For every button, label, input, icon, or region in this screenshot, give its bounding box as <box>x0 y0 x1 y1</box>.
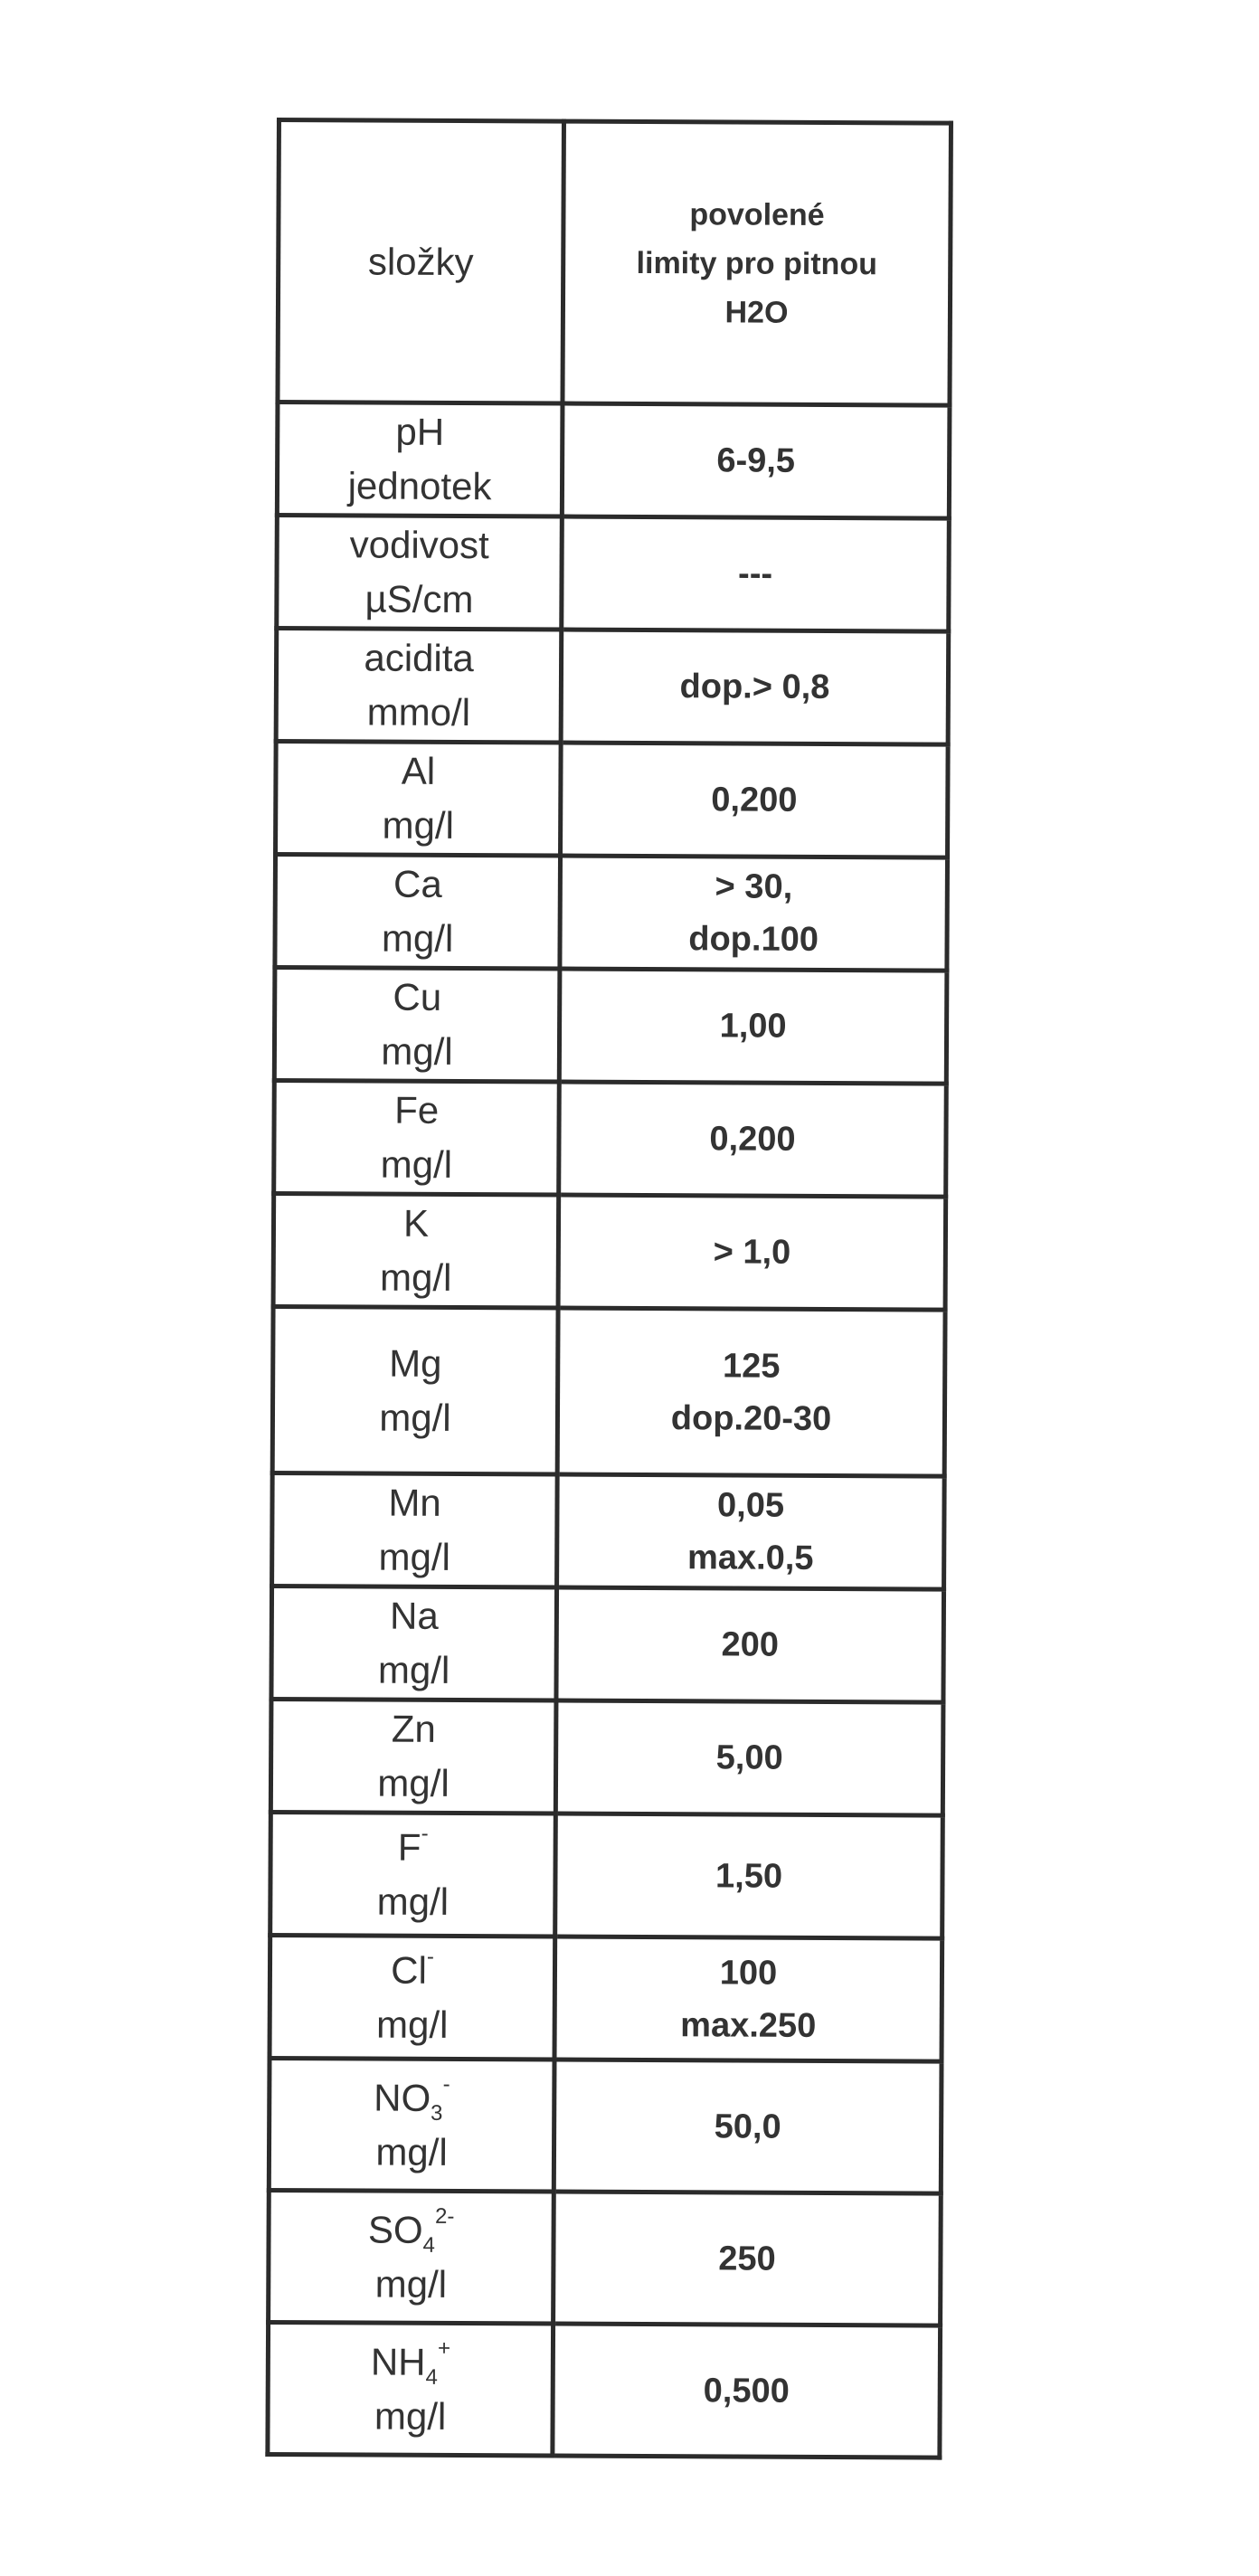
limit-value: --- <box>738 554 773 593</box>
component-name: pH <box>395 410 445 453</box>
component-unit: mg/l <box>380 1142 453 1186</box>
component-cell <box>271 1586 557 1700</box>
component-name: F <box>397 1825 421 1869</box>
component-name: vodivost <box>349 523 489 567</box>
table-row <box>276 742 949 858</box>
ion-charge: 2- <box>435 2203 455 2229</box>
header-components-label: složky <box>367 239 474 283</box>
component-cell <box>273 1193 559 1308</box>
component-unit: mg/l <box>377 1761 450 1804</box>
component-cell <box>272 1306 558 1474</box>
table-row <box>274 1080 947 1197</box>
header-limits-line: limity pro pitnou <box>636 245 878 281</box>
component-cell <box>270 1812 556 1937</box>
component-name: SO <box>367 2208 423 2251</box>
component-unit: mg/l <box>375 2003 449 2046</box>
ion-charge: - <box>421 1821 429 1846</box>
table-row <box>277 402 950 519</box>
limit-cell <box>557 1308 945 1476</box>
limit-value: 1,00 <box>719 1007 787 1046</box>
table-header-row <box>278 120 951 406</box>
component-cell <box>269 2058 554 2192</box>
component-cell <box>276 629 562 743</box>
component-formula <box>270 2334 551 2390</box>
limit-cell <box>559 1082 946 1197</box>
component-formula <box>273 1820 554 1876</box>
component-formula <box>272 1943 553 1999</box>
component-unit: mg/l <box>381 916 454 960</box>
component-unit: mg/l <box>376 1880 450 1923</box>
header-limits-cell <box>563 121 951 405</box>
limit-cell <box>554 2192 942 2325</box>
limit-value: 250 <box>718 2239 776 2278</box>
component-name: NO <box>374 2076 431 2119</box>
limit-cell <box>558 1195 945 1310</box>
component-cell <box>272 1473 558 1587</box>
component-name: Na <box>389 1594 439 1637</box>
component-unit: mg/l <box>375 2130 448 2174</box>
limit-cell <box>561 743 948 857</box>
limit-cell <box>555 1700 942 1815</box>
limit-cell <box>559 969 946 1084</box>
limit-value: > 1,0 <box>713 1233 791 1272</box>
component-name: K <box>402 1201 430 1245</box>
ion-subscript: 4 <box>425 2364 438 2390</box>
limit-cell <box>556 1587 943 1702</box>
limit-value: 6-9,5 <box>716 441 796 480</box>
ion-charge: + <box>437 2335 451 2361</box>
component-cell <box>269 2190 554 2324</box>
component-unit: mmo/l <box>366 690 471 734</box>
component-cell <box>274 968 560 1083</box>
limit-cell <box>561 630 948 744</box>
ion-charge: - <box>442 2071 450 2097</box>
limit-value: 100 <box>719 1953 778 1993</box>
component-cell <box>275 855 561 970</box>
table-row <box>276 629 949 745</box>
component-name: Fe <box>394 1088 440 1132</box>
component-name: Mg <box>389 1341 442 1385</box>
component-name: Mn <box>388 1481 441 1524</box>
component-cell <box>277 402 563 517</box>
limit-value: 0,500 <box>703 2371 790 2410</box>
limit-value: max.0,5 <box>686 1539 814 1577</box>
component-unit: jednotek <box>347 464 492 508</box>
table-row <box>274 968 947 1084</box>
component-cell <box>270 1935 555 2060</box>
component-formula <box>271 2069 552 2126</box>
component-name: Cl <box>391 1948 427 1992</box>
table-row <box>270 1812 943 1938</box>
limit-cell <box>562 403 949 518</box>
header-limits-line: H2O <box>724 294 789 330</box>
table-row <box>277 516 950 632</box>
limit-value: max.250 <box>680 2005 817 2045</box>
limit-cell <box>560 856 947 971</box>
limit-value: dop.20-30 <box>670 1398 832 1438</box>
limit-cell <box>555 1814 943 1938</box>
component-name: Cu <box>393 975 442 1018</box>
component-unit: µS/cm <box>364 577 474 621</box>
table-row <box>271 1586 944 1702</box>
limit-value: 50,0 <box>714 2107 781 2146</box>
table-row <box>270 1935 942 2061</box>
component-cell <box>268 2322 554 2456</box>
ion-subscript: 3 <box>431 2100 443 2126</box>
component-cell <box>277 516 563 630</box>
component-name: Zn <box>391 1707 436 1750</box>
limit-value: 5,00 <box>715 1738 783 1777</box>
table-row <box>268 2322 941 2458</box>
table-row <box>269 2190 942 2325</box>
limit-value: 1,50 <box>715 1856 783 1896</box>
table-row <box>275 855 948 971</box>
component-unit: mg/l <box>381 1029 453 1073</box>
table-row <box>270 1699 943 1815</box>
component-name: acidita <box>364 636 474 680</box>
limit-value: 0,200 <box>711 781 798 819</box>
drinking-water-limits-table <box>265 118 953 2460</box>
limit-value: dop.100 <box>688 920 819 959</box>
component-unit: mg/l <box>382 803 455 847</box>
limit-value: 0,200 <box>709 1120 796 1159</box>
component-unit: mg/l <box>377 1648 450 1691</box>
table-row <box>269 2058 942 2193</box>
component-unit: mg/l <box>374 2394 447 2438</box>
limit-cell <box>562 516 949 631</box>
limit-value: 125 <box>723 1346 781 1386</box>
limit-cell <box>553 2324 941 2458</box>
limit-cell <box>554 2060 942 2193</box>
component-cell <box>270 1699 556 1814</box>
component-formula <box>270 2202 551 2258</box>
limit-cell <box>554 1937 942 2061</box>
header-components-cell <box>278 120 564 404</box>
component-name: Al <box>401 749 436 792</box>
table-row <box>272 1306 945 1476</box>
table-row <box>272 1473 945 1589</box>
table-row <box>273 1193 946 1310</box>
component-unit: mg/l <box>374 2262 448 2306</box>
component-unit: mg/l <box>379 1396 451 1439</box>
header-limits-line: povolené <box>689 196 825 232</box>
component-unit: mg/l <box>379 1255 452 1299</box>
component-cell <box>274 1080 560 1195</box>
limit-value: > 30, <box>715 867 793 906</box>
component-cell <box>276 742 562 857</box>
component-name: Ca <box>393 862 442 905</box>
limit-value: dop.> 0,8 <box>679 668 830 706</box>
ion-charge: - <box>426 1944 435 1969</box>
component-unit: mg/l <box>378 1535 451 1578</box>
limit-cell <box>557 1474 944 1589</box>
ion-subscript: 4 <box>422 2232 435 2258</box>
limit-value: 0,05 <box>716 1486 785 1525</box>
component-name: NH <box>370 2340 426 2383</box>
limit-value: 200 <box>721 1625 780 1664</box>
